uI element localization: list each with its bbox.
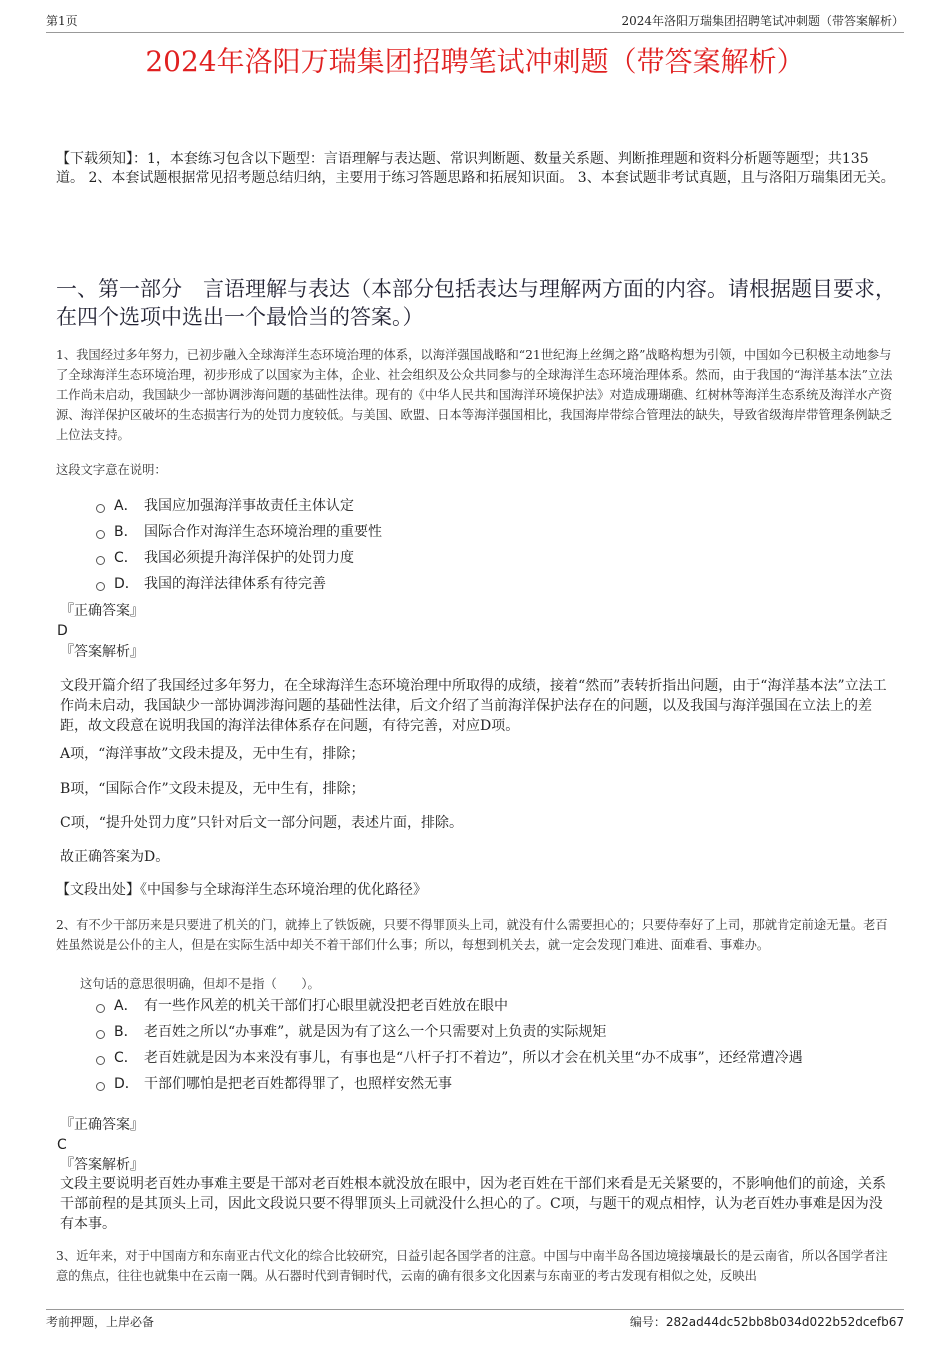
q1-note-b: B项，“国际合作”文段未提及，无中生有，排除； [60,781,365,797]
page-title: 2024年洛阳万瑞集团招聘笔试冲刺题（带答案解析） [145,45,805,78]
q2-answer: C [57,1137,67,1153]
q2-option-a[interactable]: A． 有一些作风差的机关干部们打心眼里就没把老百姓放在眼中 [96,993,916,1019]
q1-stem: 1、我国经过多年努力，已初步融入全球海洋生态环境治理的体系，以海洋强国战略和“21世纪海上丝绸之路”战略构想为引领，中国如今已积极主动地参与了全球海洋生态环境治理，初步形成了以国家为主体，企业、社会组织及公众共同参与的全球海洋生态环境治理体系。然而，由于我国的“海洋基本法”立法工作尚未启动，我国缺少一部协调涉海问题的基础性法律。现有的《中华人民共和国海洋环境保护法》对造成珊瑚礁、红树林等海洋生态系统及海洋水产资源、海洋保护区破坏的生态损害行为的处罚力度较低。与美国、欧盟、日本等海洋强国相比，我国海岸带综合管理法的缺失，导致省级海岸带管理条例缺乏上位法支持。 [56,348,893,442]
q1-option-b[interactable]: B． 国际合作对海洋生态环境治理的重要性 [96,519,916,545]
q1-analysis: 文段开篇介绍了我国经过多年努力，在全球海洋生态环境治理中所取得的成绩，接着“然而”表转折指出问题，由于“海洋基本法”立法工作尚未启动，我国缺少一部协调涉海问题的基础性法律，后文介绍了当前海洋保护法存在的问题，以及我国与海洋强国在立法上的差距，故文段意在说明我国的海洋法律体系存在问题，有待完善，对应D项。 [60,678,887,734]
section-title: 一、第一部分 言语理解与表达（本部分包括表达与理解两方面的内容。请根据题目要求，在四个选项中选出一个最恰当的答案。） [56,277,896,329]
q1-answer-label: 『正确答案』 [60,603,144,619]
radio-icon[interactable] [96,530,105,539]
q1-option-a[interactable]: A． 我国应加强海洋事故责任主体认定 [96,493,916,519]
download-notice: 【下载须知】：1，本套练习包含以下题型：言语理解与表达题、常识判断题、数量关系题、判断推理题和资料分析题等题型；共135道。 2、本套试题根据常见招考题总结归纳，主要用于练习答题思路和拓展知识面。 3、本套试题非考试真题，且与洛阳万瑞集团无关。 [56,151,895,186]
radio-icon[interactable] [96,556,105,565]
q1-analysis-label: 『答案解析』 [60,644,144,660]
radio-icon[interactable] [96,504,105,513]
radio-icon[interactable] [96,1030,105,1039]
q3-stem: 3、近年来，对于中国南方和东南亚古代文化的综合比较研究，日益引起各国学者的注意。中国与中南半岛各国边境接壤最长的是云南省，所以各国学者注意的焦点，往往也就集中在云南一隅。从石器时代到青铜时代，云南的确有很多文化因素与东南亚的考古发现有相似之处，反映出 [56,1249,888,1283]
footer-slogan: 考前押题，上岸必备 [46,1315,155,1329]
q2-answer-label: 『正确答案』 [60,1117,144,1133]
q1-option-c[interactable]: C． 我国必须提升海洋保护的处罚力度 [96,545,916,571]
radio-icon[interactable] [96,582,105,591]
radio-icon[interactable] [96,1004,105,1013]
header-doc-title: 2024年洛阳万瑞集团招聘笔试冲刺题（带答案解析） [621,14,904,28]
q2-analysis-label: 『答案解析』 [60,1157,144,1173]
radio-icon[interactable] [96,1082,105,1091]
q1-options [96,493,916,597]
q1-source: 【文段出处】《中国参与全球海洋生态环境治理的优化路径》 [56,882,427,898]
q1-option-d[interactable]: D． 我国的海洋法律体系有待完善 [96,571,916,597]
q2-option-d[interactable]: D． 干部们哪怕是把老百姓都得罪了，也照样安然无事 [96,1071,916,1097]
page-number: 第1页 [46,14,78,28]
page-footer [46,1309,904,1332]
q2-option-c[interactable]: C． 老百姓就是因为本来没有事儿，有事也是“八杆子打不着边”，所以才会在机关里“办不成事”，还经常遭冷遇 [96,1045,916,1071]
q2-stem: 2、有不少干部历来是只要进了机关的门，就捧上了铁饭碗，只要不得罪顶头上司，就没有什么需要担心的；只要侍奉好了上司，那就肯定前途无量。老百姓虽然说是公仆的主人，但是在实际生活中却关不着干部们什么事；所以，每想到机关去，就一定会发现门难进、面难看、事难办。 [56,918,888,952]
q2-question: 这句话的意思很明确，但却不是指（ ）。 [80,977,320,991]
q1-conclusion: 故正确答案为D。 [60,849,170,865]
q2-options [96,993,916,1097]
q2-analysis: 文段主要说明老百姓办事难主要是干部对老百姓根本就没放在眼中，因为老百姓在干部们来看是无关紧要的，不影响他们的前途，关系干部前程的是其顶头上司，因此文段说只要不得罪顶头上司就没什么担心的了。C项，与题干的观点相悖，认为老百姓办事难是因为没有本事。 [60,1176,886,1232]
q1-question: 这段文字意在说明： [56,463,167,477]
q1-answer: D [57,623,68,639]
q1-note-c: C项，“提升处罚力度”只针对后文一部分问题，表述片面，排除。 [60,815,464,831]
radio-icon[interactable] [96,1056,105,1065]
page-header [46,10,904,33]
q2-option-b[interactable]: B． 老百姓之所以“办事难”，就是因为有了这么一个只需要对上负责的实际规矩 [96,1019,916,1045]
q1-note-a: A项，“海洋事故”文段未提及，无中生有，排除； [60,746,365,762]
footer-code: 编号：282ad44dc52bb8b034d022b52dcefb67 [629,1315,904,1329]
